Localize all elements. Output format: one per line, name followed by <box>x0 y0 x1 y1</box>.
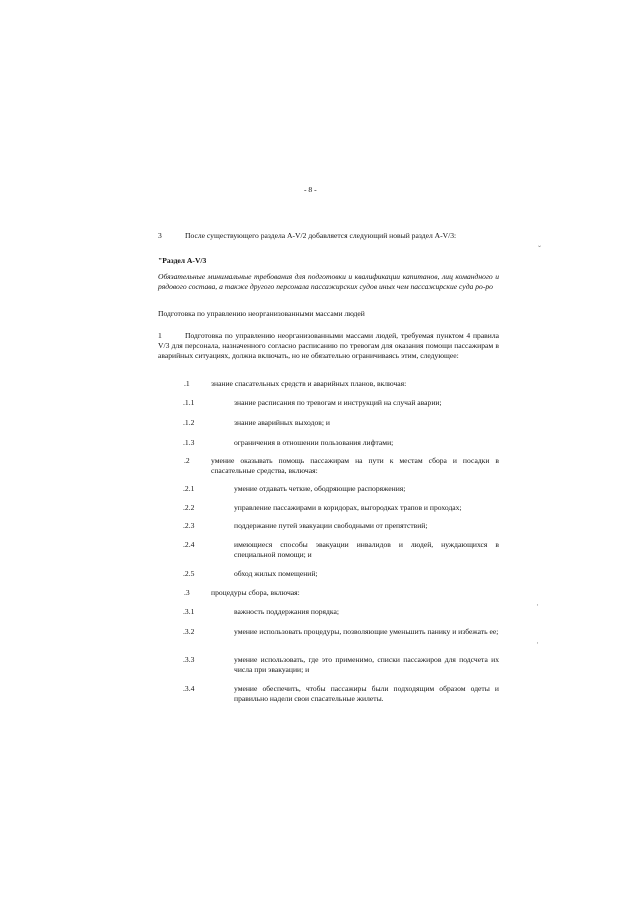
list-item-text: умение оказывать помощь пассажирам на пути к местам сбора и посадки в спасательные средства, включая: <box>211 456 499 475</box>
list-item-text: умение использовать, где это применимо, списки пассажиров для подсчета их числа при эвакуации; и <box>234 655 499 674</box>
margin-mark: ˇ <box>538 244 541 254</box>
list-item-text: знание спасательных средств и аварийных планов, включая: <box>211 379 407 388</box>
margin-mark: · <box>536 600 539 610</box>
section-subtitle: Обязательные минимальные требования для подготовки и квалификации капитанов, лиц командного и рядового состава, а также другого персонала пассажирских судов иных чем пассажирские суда ро-ро <box>158 272 499 291</box>
list-item-number: .2.1 <box>183 484 195 493</box>
list-item-number: .2.5 <box>183 569 195 578</box>
list-item-number: .3.2 <box>183 627 195 636</box>
margin-mark: · <box>536 638 539 648</box>
list-item-number: .3 <box>184 588 190 597</box>
list-item-text: обход жилых помещений; <box>234 569 318 578</box>
list-item-text: знание аварийных выходов; и <box>234 418 330 427</box>
list-item-text: знание расписания по тревогам и инструкций на случай аварии; <box>234 398 442 407</box>
intro-text: После существующего раздела A-V/2 добавляется следующий новый раздел A-V/3: <box>185 231 457 240</box>
list-item-text: важность поддержания порядка; <box>234 607 339 616</box>
list-item-number: .1.1 <box>183 398 195 407</box>
para-text: Подготовка по управлению неорганизованными массами людей, требуемая пунктом 4 правила V/3 для персонала, назначенного согласно расписанию по тревогам для оказания помощи пассажирам в аварийных ситуациях, должна включать, но не обязательно ограничиваясь этим, следующее: <box>158 331 499 360</box>
list-item-number: .2 <box>184 456 190 465</box>
list-item-text: ограничения в отношении пользования лифтами; <box>234 438 394 447</box>
list-item-number: .3.3 <box>183 655 195 664</box>
list-item-number: .2.4 <box>183 540 195 549</box>
list-item-number: .1.2 <box>183 418 195 427</box>
list-item-text: управление пассажирами в коридорах, выгородках трапов и проходах; <box>234 503 462 512</box>
page-number: - 8 - <box>304 185 317 194</box>
list-item-number: .2.2 <box>183 503 195 512</box>
list-item-number: .1.3 <box>183 438 195 447</box>
list-item-text: умение обеспечить, чтобы пассажиры были подходящим образом одеты и правильно надели свои спасательные жилеты. <box>234 684 499 703</box>
list-item-number: .1 <box>184 379 190 388</box>
para-number: 1 <box>158 331 162 340</box>
list-item-number: .3.4 <box>183 684 195 693</box>
list-item-text: процедуры сбора, включая: <box>211 588 300 597</box>
list-item-number: .3.1 <box>183 607 195 616</box>
list-item-text: умение использовать процедуры, позволяющие уменьшить панику и избежать ее; <box>234 627 499 636</box>
section-heading: Подготовка по управлению неорганизованными массами людей <box>158 309 365 318</box>
list-item-text: умение отдавать четкие, ободряющие распоряжения; <box>234 484 406 493</box>
list-item-text: поддержание путей эвакуации свободными от препятствий; <box>234 521 428 530</box>
list-item-number: .2.3 <box>183 521 195 530</box>
intro-number: 3 <box>158 231 162 240</box>
list-item-text: имеющиеся способы эвакуации инвалидов и людей, нуждающихся в специальной помощи; и <box>234 540 499 559</box>
section-title: "Раздел A-V/3 <box>158 256 207 265</box>
